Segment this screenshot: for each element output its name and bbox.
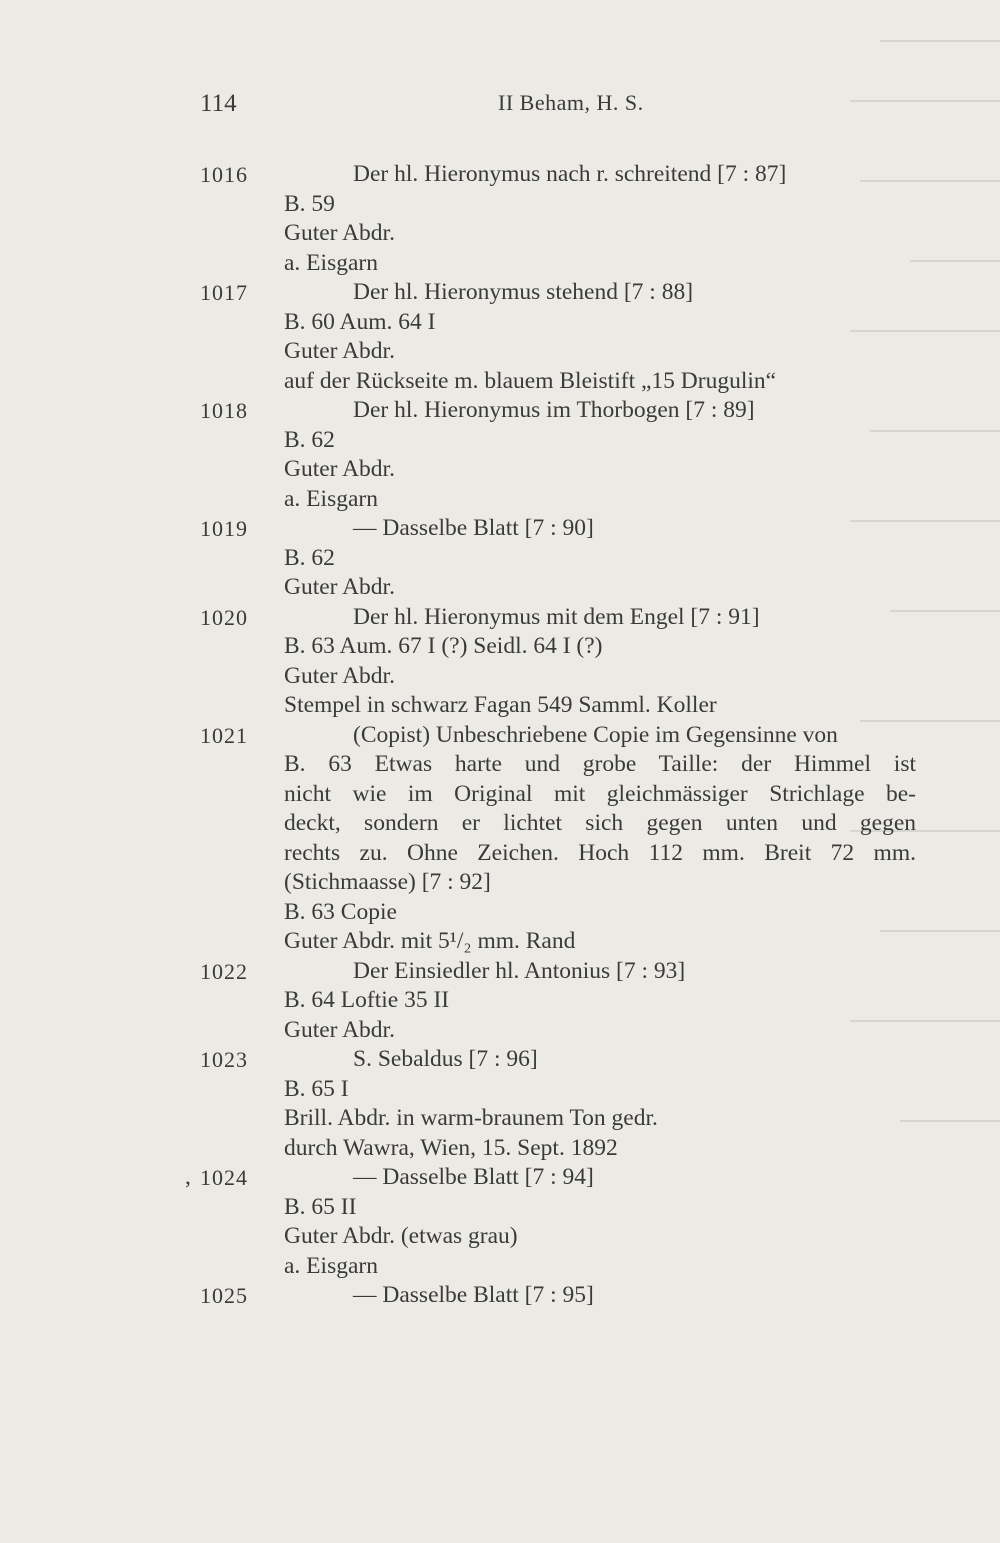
entry-heading-line: [0, 957, 1000, 987]
detail-text: a. Eisgarn: [284, 485, 378, 512]
entry-detail-line: [0, 455, 1000, 485]
detail-text: Guter Abdr.: [284, 1016, 395, 1043]
entry-title: S. Sebaldus [7 : 96]: [353, 1046, 538, 1072]
entry-number: 1025: [200, 1283, 248, 1308]
entry-number: 1016: [200, 162, 248, 187]
entry-number: 1024: [200, 1165, 248, 1190]
entry-detail-line: [0, 1104, 1000, 1134]
detail-text: B. 63 Copie: [284, 898, 397, 925]
detail-text: a. Eisgarn: [284, 1252, 378, 1279]
entry-heading-line: [0, 1045, 1000, 1075]
description-text: nicht wie im Original mit gleichmässiger Strichlage be-: [284, 780, 916, 807]
entry-number: 1018: [200, 398, 248, 423]
entry-heading-line: [0, 1281, 1000, 1311]
detail-text: durch Wawra, Wien, 15. Sept. 1892: [284, 1134, 618, 1161]
entry-detail-line: [0, 219, 1000, 249]
entry-detail-line: [0, 337, 1000, 367]
entry-title: Der hl. Hieronymus im Thorbogen [7 : 89]: [353, 397, 755, 423]
entry-detail-line: [0, 868, 1000, 898]
entry-heading-line: [0, 514, 1000, 544]
detail-text: Guter Abdr. mit 5¹/₂ mm. Rand: [284, 928, 576, 954]
entry-title: Der hl. Hieronymus mit dem Engel [7 : 91]: [353, 603, 760, 630]
entry-title: Der Einsiedler hl. Antonius [7 : 93]: [353, 957, 686, 984]
catalogue-entry: [0, 721, 1000, 957]
entry-number: 1021: [200, 722, 248, 748]
detail-text: B. 63 Aum. 67 I (?) Seidl. 64 I (?): [284, 633, 603, 659]
catalogue-entries: [0, 160, 1000, 1311]
entry-detail-line: [0, 898, 1000, 928]
catalogue-entry: [0, 1281, 1000, 1311]
detail-text: Guter Abdr.: [284, 456, 395, 482]
entry-detail-line: [0, 986, 1000, 1016]
catalogue-entry: [0, 957, 1000, 1046]
entry-detail-line: [0, 1193, 1000, 1223]
entry-number: 1022: [200, 958, 248, 984]
entry-detail-line: [0, 1075, 1000, 1105]
entry-title: (Copist) Unbeschriebene Copie im Gegensinne von: [353, 721, 838, 748]
description-text: deckt, sondern er lichtet sich gegen unten und gegen: [284, 810, 916, 836]
catalogue-entry: [0, 278, 1000, 396]
entry-detail-line: [0, 662, 1000, 692]
catalogue-entry: [0, 603, 1000, 721]
entry-title: Der hl. Hieronymus stehend [7 : 88]: [353, 279, 694, 305]
description-text: B. 63 Etwas harte und grobe Taille: der Himmel ist: [284, 751, 916, 777]
entry-title: Der hl. Hieronymus nach r. schreitend [7 : 87]: [353, 161, 787, 187]
entry-detail-line: [0, 573, 1000, 603]
entry-detail-line: [0, 367, 1000, 397]
detail-text: Guter Abdr.: [284, 220, 395, 246]
entry-heading-line: [0, 278, 1000, 308]
detail-text: Guter Abdr.: [284, 662, 395, 689]
detail-text: Guter Abdr.: [284, 338, 395, 364]
entry-number: 1020: [200, 604, 248, 630]
entry-detail-line: [0, 691, 1000, 721]
detail-text: B. 62: [284, 544, 335, 571]
detail-text: Brill. Abdr. in warm-braunem Ton gedr.: [284, 1105, 658, 1131]
entry-number: 1023: [200, 1047, 248, 1072]
detail-text: Guter Abdr. (etwas grau): [284, 1223, 518, 1249]
detail-text: Stempel in schwarz Fagan 549 Samml. Koller: [284, 692, 717, 718]
entry-detail-line: [0, 544, 1000, 574]
entry-heading-line: [0, 603, 1000, 633]
detail-text: Guter Abdr.: [284, 574, 395, 600]
page-number: 114: [200, 90, 237, 117]
catalogue-entry: [0, 396, 1000, 514]
entry-description-line: [0, 750, 1000, 780]
detail-text: (Stichmaasse) [7 : 92]: [284, 869, 491, 895]
entry-heading-line: [0, 396, 1000, 426]
margin-mark: ,: [185, 1164, 191, 1190]
entry-detail-line: [0, 1222, 1000, 1252]
entry-detail-line: [0, 927, 1000, 957]
detail-text: a. Eisgarn: [284, 249, 378, 276]
entry-heading-line: [0, 1163, 1000, 1193]
entry-detail-line: [0, 632, 1000, 662]
detail-text: B. 64 Loftie 35 II: [284, 987, 450, 1013]
entry-detail-line: [0, 190, 1000, 220]
entry-number: 1017: [200, 280, 248, 305]
detail-text: B. 65 II: [284, 1193, 357, 1220]
detail-text: auf der Rückseite m. blauem Bleistift „15 Drugulin“: [284, 367, 777, 394]
entry-detail-line: [0, 249, 1000, 279]
detail-text: B. 60 Aum. 64 I: [284, 308, 436, 335]
detail-text: B. 65 I: [284, 1075, 349, 1102]
entry-detail-line: [0, 308, 1000, 338]
entry-detail-line: [0, 1016, 1000, 1046]
entry-title: — Dasselbe Blatt [7 : 90]: [353, 515, 594, 541]
entry-description-line: [0, 839, 1000, 869]
entry-detail-line: [0, 1134, 1000, 1164]
catalogue-entry: [0, 160, 1000, 278]
entry-description-line: [0, 780, 1000, 810]
catalogue-entry: [0, 1045, 1000, 1163]
entry-heading-line: [0, 721, 1000, 751]
catalogue-entry: [0, 514, 1000, 603]
catalogue-entry: [0, 1163, 1000, 1281]
running-head: II Beham, H. S.: [498, 90, 644, 115]
detail-text: B. 62: [284, 426, 335, 453]
description-text: rechts zu. Ohne Zeichen. Hoch 112 mm. Breit 72 mm.: [284, 839, 916, 866]
entry-number: 1019: [200, 516, 248, 541]
entry-detail-line: [0, 426, 1000, 456]
entry-heading-line: [0, 160, 1000, 190]
entry-detail-line: [0, 1252, 1000, 1282]
detail-text: B. 59: [284, 190, 335, 217]
entry-title: — Dasselbe Blatt [7 : 95]: [353, 1282, 594, 1308]
entry-detail-line: [0, 485, 1000, 515]
entry-description-line: [0, 809, 1000, 839]
entry-title: — Dasselbe Blatt [7 : 94]: [353, 1164, 594, 1190]
